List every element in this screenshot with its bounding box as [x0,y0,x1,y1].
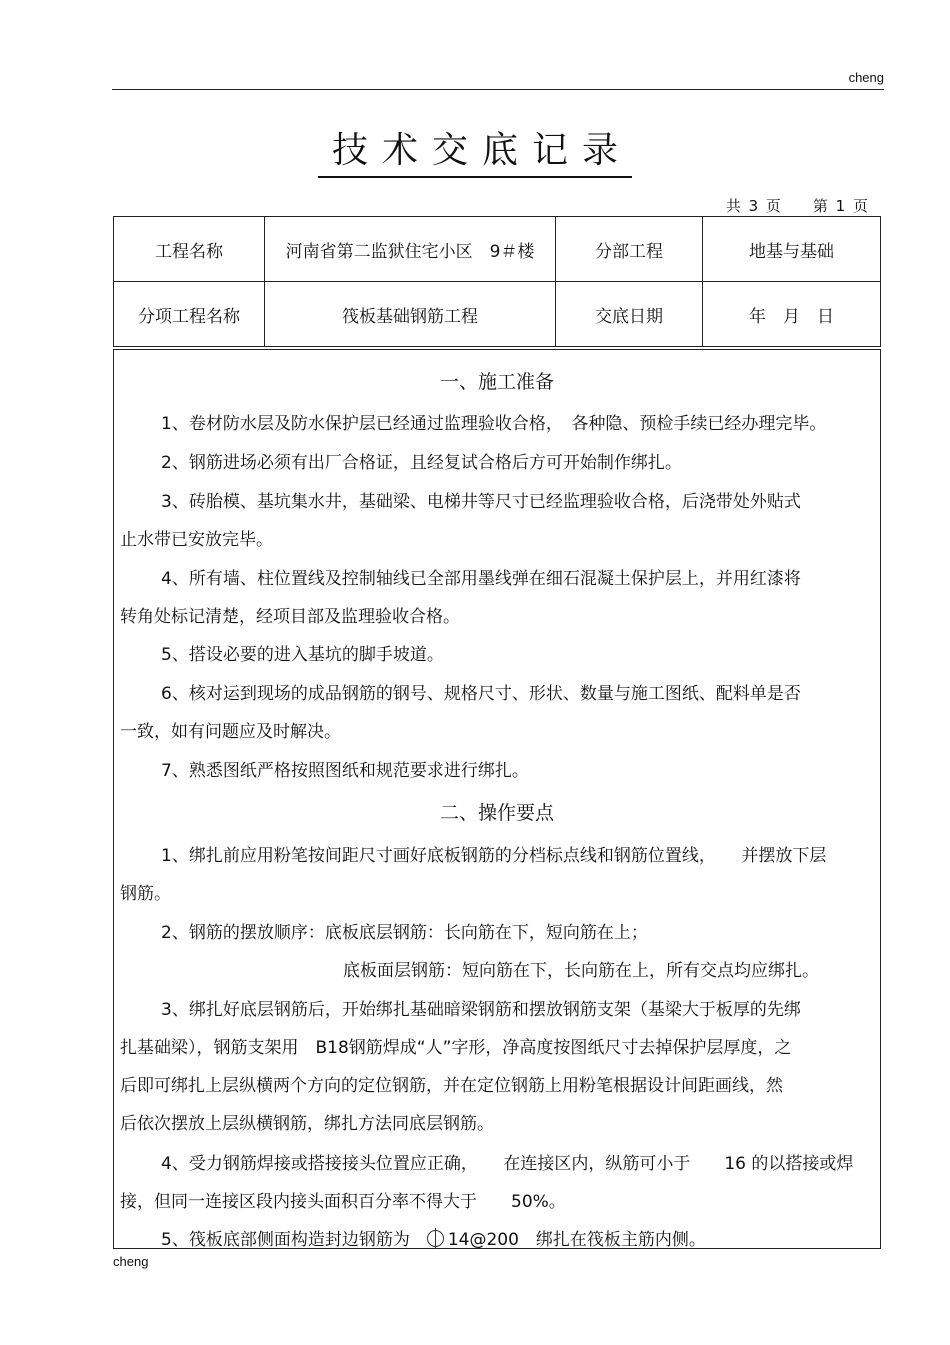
s2-line-11-spec: 14@200 绑扎在筏板主筋内侧。 [447,1230,706,1250]
sub-project-label: 分项工程名称 [114,282,265,347]
s1-line-3: 3、砖胎模、基坑集水井，基础梁、电梯井等尺寸已经监理验收合格，后浇带处外贴式 [161,492,801,512]
s1-line-4: 止水带已安放完毕。 [120,530,273,550]
page-title-text: 技术交底记录 [318,128,632,178]
date-label: 交底日期 [556,282,703,347]
s2-line-11-text: 5、筏板底部侧面构造封边钢筋为 [161,1230,427,1250]
s2-line-2: 钢筋。 [120,884,171,904]
s1-line-10: 7、熟悉图纸严格按照图纸和规范要求进行绑扎。 [161,761,529,781]
division-value: 地基与基础 [703,217,881,282]
info-row-1 [114,217,881,282]
s2-line-4: 底板面层钢筋：短向筋在下，长向筋在上，所有交点均应绑扎。 [343,961,819,981]
s1-line-2: 2、钢筋进场必须有出厂合格证，且经复试合格后方可开始制作绑扎。 [161,453,682,473]
page-total: 共 3 页 [725,197,781,215]
section-1-title: 一、施工准备 [439,371,554,393]
s1-line-1: 1、卷材防水层及防水保护层已经通过监理验收合格， 各种隐、预检手续已经办理完毕。 [161,414,827,434]
info-table [113,216,881,347]
s1-line-5: 4、所有墙、柱位置线及控制轴线已全部用墨线弹在细石混凝土保护层上，并用红漆将 [161,569,801,589]
s2-line-6: 扎基础梁），钢筋支架用 B18钢筋焊成“人”字形，净高度按图纸尺寸去掉保护层厚度，之 [120,1038,792,1058]
page-title [0,128,950,178]
division-label: 分部工程 [556,217,703,282]
s1-line-6: 转角处标记清楚，经项目部及监理验收合格。 [120,607,460,627]
project-name-value: 河南省第二监狱住宅小区 9＃楼 [265,217,556,282]
header-rule [112,89,884,90]
sub-project-value: 筏板基础钢筋工程 [265,282,556,347]
page-count [726,195,868,216]
info-row-2 [114,282,881,347]
rebar-diameter-icon [427,1230,444,1247]
project-name-label: 工程名称 [114,217,265,282]
s1-line-7: 5、搭设必要的进入基坑的脚手坡道。 [161,645,444,665]
date-value: 年 月 日 [703,282,881,347]
content-box [113,349,881,1249]
s2-line-11 [161,1225,706,1250]
s2-line-5: 3、绑扎好底层钢筋后，开始绑扎基础暗梁钢筋和摆放钢筋支架（基梁大于板厚的先绑 [161,1000,801,1020]
footer-watermark: cheng [113,1254,149,1269]
header-watermark: cheng [848,70,884,85]
s2-line-7: 后即可绑扎上层纵横两个方向的定位钢筋，并在定位钢筋上用粉笔根据设计间距画线，然 [120,1076,783,1096]
s2-line-10: 接，但同一连接区段内接头面积百分率不得大于 50%。 [120,1192,566,1212]
s1-line-9: 一致，如有问题应及时解决。 [120,722,341,742]
section-2-title: 二、操作要点 [439,802,554,824]
s2-line-8: 后依次摆放上层纵横钢筋，绑扎方法同底层钢筋。 [120,1114,494,1134]
s1-line-8: 6、核对运到现场的成品钢筋的钢号、规格尺寸、形状、数量与施工图纸、配料单是否 [161,684,801,704]
s2-line-3: 2、钢筋的摆放顺序：底板底层钢筋：长向筋在下，短向筋在上； [161,923,648,943]
page-current: 第 1 页 [812,197,868,215]
s2-line-1: 1、绑扎前应用粉笔按间距尺寸画好底板钢筋的分档标点线和钢筋位置线， 并摆放下层 [161,846,827,866]
s2-line-9: 4、受力钢筋焊接或搭接接头位置应正确， 在连接区内，纵筋可小于 16 的以搭接或焊 [161,1154,854,1174]
